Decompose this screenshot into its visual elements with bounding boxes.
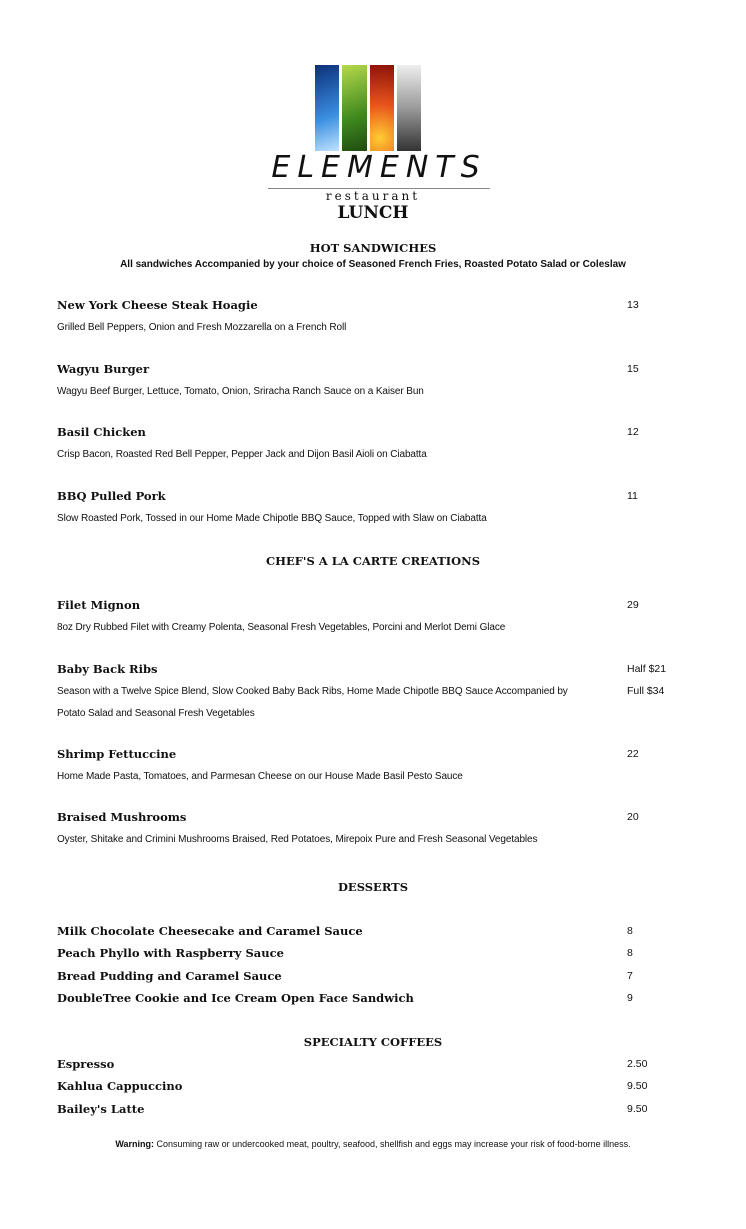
item-name: DoubleTree Cookie and Ice Cream Open Face Sandwich bbox=[57, 991, 414, 1005]
logo-earth-panel bbox=[342, 65, 366, 151]
item-price: 9.50 bbox=[627, 1080, 648, 1092]
brand-sub: restaurant bbox=[325, 189, 421, 203]
item-price: 29 bbox=[627, 599, 639, 611]
item-price: 9.50 bbox=[627, 1103, 648, 1115]
item-price: 7 bbox=[627, 970, 633, 982]
item-description: Wagyu Beef Burger, Lettuce, Tomato, Onion, Sriracha Ranch Sauce on a Kaiser Bun bbox=[57, 386, 424, 397]
item-description: 8oz Dry Rubbed Filet with Creamy Polenta, Seasonal Fresh Vegetables, Porcini and Merlot Demi Glace bbox=[57, 622, 506, 633]
item-name: Baby Back Ribs bbox=[57, 662, 158, 676]
item-price: 12 bbox=[627, 426, 639, 438]
item-name: Peach Phyllo with Raspberry Sauce bbox=[57, 946, 284, 960]
elements-logo bbox=[315, 65, 421, 151]
item-price: 2.50 bbox=[627, 1058, 648, 1070]
section-coffees: SPECIALTY COFFEES bbox=[303, 1035, 443, 1049]
warning-label: Warning: bbox=[115, 1139, 155, 1149]
item-description: Oyster, Shitake and Crimini Mushrooms Braised, Red Potatoes, Mirepoix Pure and Fresh Seasonal Vegetables bbox=[57, 834, 538, 845]
item-description: Crisp Bacon, Roasted Red Bell Pepper, Pepper Jack and Dijon Basil Aioli on Ciabatta bbox=[57, 449, 427, 460]
item-name: Milk Chocolate Cheesecake and Caramel Sauce bbox=[57, 924, 363, 938]
item-description: Slow Roasted Pork, Tossed in our Home Made Chipotle BBQ Sauce, Topped with Slaw on Ciabatta bbox=[57, 513, 487, 524]
item-name: Shrimp Fettuccine bbox=[57, 747, 177, 761]
brand-name: ELEMENTS bbox=[271, 150, 487, 185]
section-chef: CHEF'S A LA CARTE CREATIONS bbox=[265, 554, 480, 568]
item-price: 8 bbox=[627, 925, 633, 937]
item-name: Wagyu Burger bbox=[57, 362, 150, 376]
item-name: Basil Chicken bbox=[57, 425, 146, 439]
item-price: 11 bbox=[627, 490, 638, 502]
item-name: Bailey's Latte bbox=[57, 1102, 145, 1116]
item-description: Season with a Twelve Spice Blend, Slow Cooked Baby Back Ribs, Home Made Chipotle BBQ Sauce Accompanied by bbox=[57, 686, 568, 697]
item-price: 15 bbox=[627, 363, 639, 375]
item-description: Home Made Pasta, Tomatoes, and Parmesan Cheese on our House Made Basil Pesto Sauce bbox=[57, 771, 463, 782]
logo-air-panel bbox=[397, 65, 421, 151]
item-description: Potato Salad and Seasonal Fresh Vegetables bbox=[57, 708, 255, 719]
item-name: New York Cheese Steak Hoagie bbox=[57, 298, 258, 312]
item-price: 8 bbox=[627, 947, 633, 959]
item-name: Braised Mushrooms bbox=[57, 810, 187, 824]
logo-fire-panel bbox=[370, 65, 394, 151]
item-name: Filet Mignon bbox=[57, 598, 141, 612]
section-hot-sandwiches: HOT SANDWICHES bbox=[309, 241, 437, 255]
page-title: LUNCH bbox=[337, 203, 409, 223]
item-name: BBQ Pulled Pork bbox=[57, 489, 166, 503]
item-price: 20 bbox=[627, 811, 639, 823]
item-price: 22 bbox=[627, 748, 639, 760]
item-price: Half $21 bbox=[627, 663, 667, 675]
item-description: Grilled Bell Peppers, Onion and Fresh Mozzarella on a French Roll bbox=[57, 322, 347, 333]
warning-note bbox=[0, 1139, 746, 1149]
section-note: All sandwiches Accompanied by your choice of Seasoned French Fries, Roasted Potato Salad or Coleslaw bbox=[120, 259, 626, 270]
item-name: Kahlua Cappuccino bbox=[57, 1079, 183, 1093]
logo-water-panel bbox=[315, 65, 339, 151]
item-price: Full $34 bbox=[627, 685, 665, 697]
item-name: Bread Pudding and Caramel Sauce bbox=[57, 969, 282, 983]
item-price: 9 bbox=[627, 992, 633, 1004]
warning-text: Consuming raw or undercooked meat, poultry, seafood, shellfish and eggs may increase your risk of food-borne illness. bbox=[154, 1139, 631, 1149]
item-price: 13 bbox=[627, 299, 639, 311]
item-name: Espresso bbox=[57, 1057, 115, 1071]
section-desserts: DESSERTS bbox=[337, 880, 409, 894]
